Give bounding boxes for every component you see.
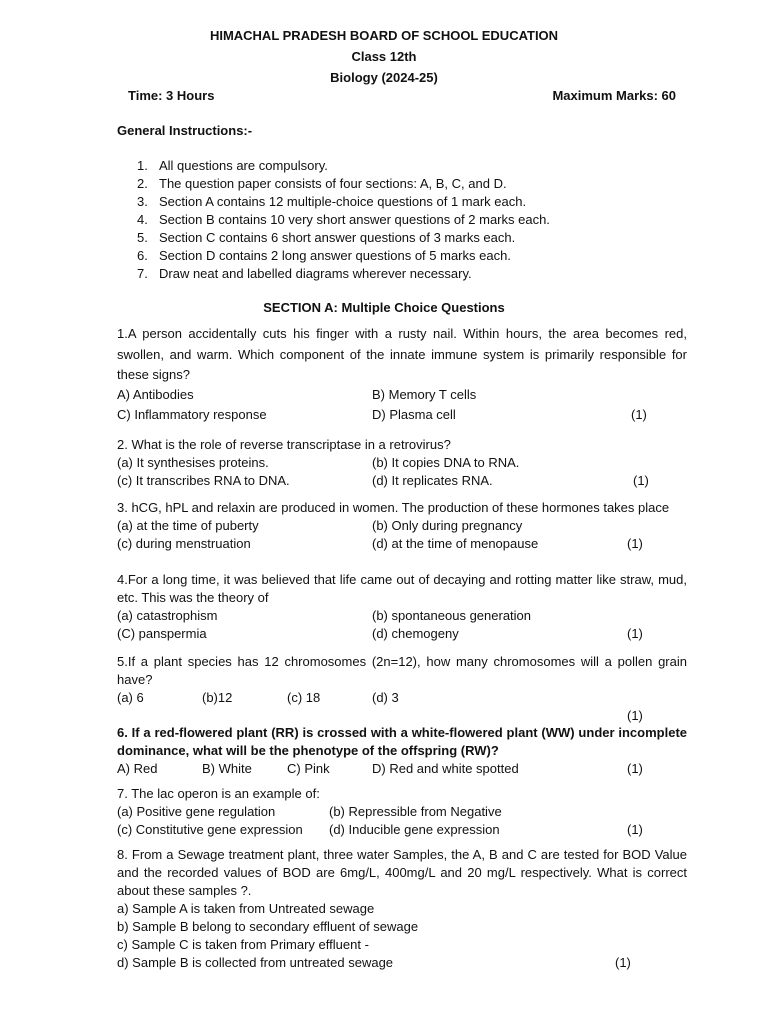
options-row	[117, 689, 687, 707]
question-8	[117, 846, 687, 972]
marks-label: (1)	[633, 473, 649, 488]
option-c: (c) 18	[287, 690, 321, 705]
options-row	[117, 803, 687, 821]
instruction-item: 4. Section B contains 10 very short answer questions of 2 marks each.	[137, 212, 550, 227]
option-c: C) Pink	[287, 761, 330, 776]
question-stem: 7. The lac operon is an example of:	[117, 786, 320, 801]
question-3	[117, 499, 687, 553]
instruction-item: 5. Section C contains 6 short answer questions of 3 marks each.	[137, 230, 516, 245]
option-a: (a) 6	[117, 690, 144, 705]
board-name: HIMACHAL PRADESH BOARD OF SCHOOL EDUCATION	[209, 28, 559, 43]
instruction-item: 6. Section D contains 2 long answer questions of 5 marks each.	[137, 248, 511, 263]
question-2	[117, 436, 687, 490]
options-row	[117, 472, 687, 490]
options-row	[117, 707, 687, 725]
class-label: Class 12th	[351, 49, 417, 64]
option-d: (d) chemogeny	[372, 626, 459, 641]
marks-label: (1)	[627, 708, 643, 723]
instructions-list	[137, 157, 550, 283]
marks-label: (1)	[627, 626, 643, 641]
marks-label: (1)	[631, 406, 647, 422]
question-stem: 3. hCG, hPL and relaxin are produced in women. The production of these hormones takes place	[117, 500, 670, 515]
options-row	[117, 517, 687, 535]
option-a: (a) catastrophism	[117, 608, 218, 623]
instruction-item: 3. Section A contains 12 multiple-choice questions of 1 mark each.	[137, 194, 527, 209]
option-b: (b) It copies DNA to RNA.	[372, 455, 520, 470]
options-row	[117, 625, 687, 643]
option-d: (d) 3	[372, 690, 399, 705]
options-row	[117, 607, 687, 625]
question-stem: 2. What is the role of reverse transcriptase in a retrovirus?	[117, 437, 451, 452]
options-row	[117, 535, 687, 553]
options-row	[117, 760, 687, 778]
option-c: (c) Constitutive gene expression	[117, 822, 303, 837]
question-4	[117, 571, 687, 643]
option-c: c) Sample C is taken from Primary effluent -	[117, 937, 369, 952]
option-a: A) Red	[117, 761, 158, 776]
instruction-item: 7. Draw neat and labelled diagrams wherever necessary.	[137, 266, 472, 281]
subject-label: Biology (2024-25)	[330, 70, 438, 85]
question-6	[117, 724, 687, 778]
marks-label: (1)	[627, 536, 643, 551]
option-a: a) Sample A is taken from Untreated sewage	[117, 901, 375, 916]
option-d: (d) It replicates RNA.	[372, 473, 493, 488]
paper-meta	[128, 87, 676, 105]
options-row	[117, 918, 687, 936]
instructions-title: General Instructions:-	[117, 123, 253, 138]
options-row	[117, 821, 687, 839]
question-1	[117, 324, 687, 426]
question-stem: 1.A person accidentally cuts his finger with a rusty nail. Within hours, the area becomes red, swollen, and warm. Which component of the innate immune system is primarily responsible for these signs?	[117, 326, 687, 382]
option-b: (b) Repressible from Negative	[329, 804, 502, 819]
option-a: A) Antibodies	[117, 386, 194, 402]
options-row	[117, 386, 687, 406]
question-stem: 4.For a long time, it was believed that life came out of decaying and rotting matter like straw, mud, etc. This was the theory of	[117, 572, 687, 605]
instruction-item: 1. All questions are compulsory.	[137, 158, 328, 173]
option-c: (c) It transcribes RNA to DNA.	[117, 473, 290, 488]
option-b: b) Sample B belong to secondary effluent of sewage	[117, 919, 419, 934]
option-b: B) Memory T cells	[372, 386, 477, 402]
options-row	[117, 954, 687, 972]
question-stem: 8. From a Sewage treatment plant, three water Samples, the A, B and C are tested for BOD Value and the recorded values of BOD are 6mg/L, 400mg/L and 20 mg/L respectively. What is correct about these samples ?.	[117, 847, 687, 898]
option-a: (a) at the time of puberty	[117, 518, 259, 533]
option-d: D) Plasma cell	[372, 406, 456, 422]
marks-label: (1)	[627, 822, 643, 837]
option-b: (b) Only during pregnancy	[372, 518, 523, 533]
option-a: (a) It synthesises proteins.	[117, 455, 269, 470]
paper-header	[0, 25, 768, 88]
question-5	[117, 653, 687, 725]
option-c: C) Inflammatory response	[117, 406, 267, 422]
option-c: (C) panspermia	[117, 626, 207, 641]
question-stem: 5.If a plant species has 12 chromosomes (2n=12), how many chromosomes will a pollen grain have?	[117, 654, 687, 687]
question-7	[117, 785, 687, 839]
options-row	[117, 406, 687, 426]
instruction-item: 2. The question paper consists of four sections: A, B, C, and D.	[137, 176, 507, 191]
options-row	[117, 454, 687, 472]
options-row	[117, 936, 687, 954]
section-a-title: SECTION A: Multiple Choice Questions	[263, 300, 505, 315]
option-b: (b) spontaneous generation	[372, 608, 532, 623]
option-b: B) White	[202, 761, 252, 776]
marks-label: (1)	[627, 761, 643, 776]
option-b: (b)12	[202, 690, 233, 705]
time-label: Time: 3 Hours	[128, 88, 215, 103]
question-stem: 6. If a red-flowered plant (RR) is crossed with a white-flowered plant (WW) under incomplete dominance, what will be the phenotype of the offspring (RW)?	[117, 725, 687, 758]
option-d: d) Sample B is collected from untreated sewage	[117, 955, 394, 970]
option-c: (c) during menstruation	[117, 536, 251, 551]
option-d: (d) at the time of menopause	[372, 536, 539, 551]
options-row	[117, 900, 687, 918]
option-d: D) Red and white spotted	[372, 761, 519, 776]
marks-label: (1)	[615, 955, 631, 970]
option-d: (d) Inducible gene expression	[329, 822, 500, 837]
option-a: (a) Positive gene regulation	[117, 804, 276, 819]
max-marks-label: Maximum Marks: 60	[552, 88, 676, 103]
